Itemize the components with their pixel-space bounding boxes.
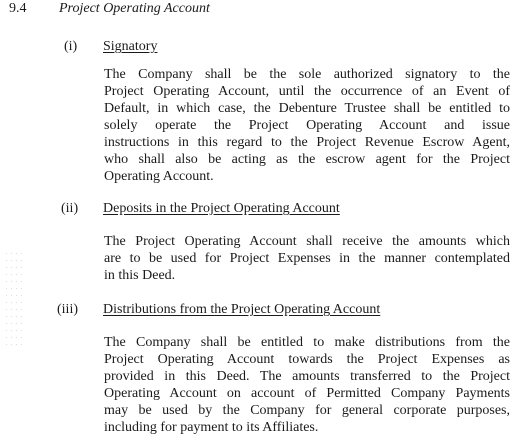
clause-number: (iii) — [57, 302, 78, 317]
clause-body — [104, 233, 510, 284]
clause-line: including for payment to its Affiliates. — [104, 420, 319, 435]
clause-heading: Deposits in the Project Operating Account — [103, 201, 340, 216]
clause-line: may be used by the Company for general corporate purposes, — [104, 403, 510, 418]
clause-line: The Company shall be the sole authorized signatory to the — [104, 67, 510, 82]
clause-line: provided in this Deed. The amounts transferred to the Project — [104, 369, 510, 384]
clause-heading: Signatory — [103, 39, 158, 54]
section-number: 9.4 — [9, 1, 27, 16]
clause-line: The Company shall be entitled to make distributions from the — [104, 335, 510, 350]
clause-line: Project Operating Account towards the Project Expenses as — [104, 352, 510, 367]
clause-line: in this Deed. — [104, 268, 176, 283]
clause-line: Default, in which case, the Debenture Trustee shall be entitled to — [104, 101, 510, 116]
clause-heading: Distributions from the Project Operating Account — [103, 302, 381, 317]
clause-body — [104, 334, 510, 436]
clause-line: instructions in this regard to the Project Revenue Escrow Agent, — [104, 135, 510, 150]
clause-line: Operating Account. — [104, 169, 214, 184]
clause-line: The Project Operating Account shall receive the amounts which — [104, 234, 510, 249]
scan-speckle — [4, 250, 22, 350]
clause-line: are to be used for Project Expenses in the manner contemplated — [104, 251, 510, 266]
section-title: Project Operating Account — [59, 1, 210, 16]
clause-body — [104, 66, 510, 185]
clause-line: who shall also be acting as the escrow agent for the Project — [104, 152, 510, 167]
clause-number: (ii) — [61, 201, 79, 216]
clause-line: Operating Account on account of Permitted Company Payments — [104, 386, 510, 401]
clause-line: Project Operating Account, until the occurrence of an Event of — [104, 84, 510, 99]
clause-number: (i) — [64, 39, 78, 54]
clause-line: solely operate the Project Operating Account and issue — [104, 118, 510, 133]
